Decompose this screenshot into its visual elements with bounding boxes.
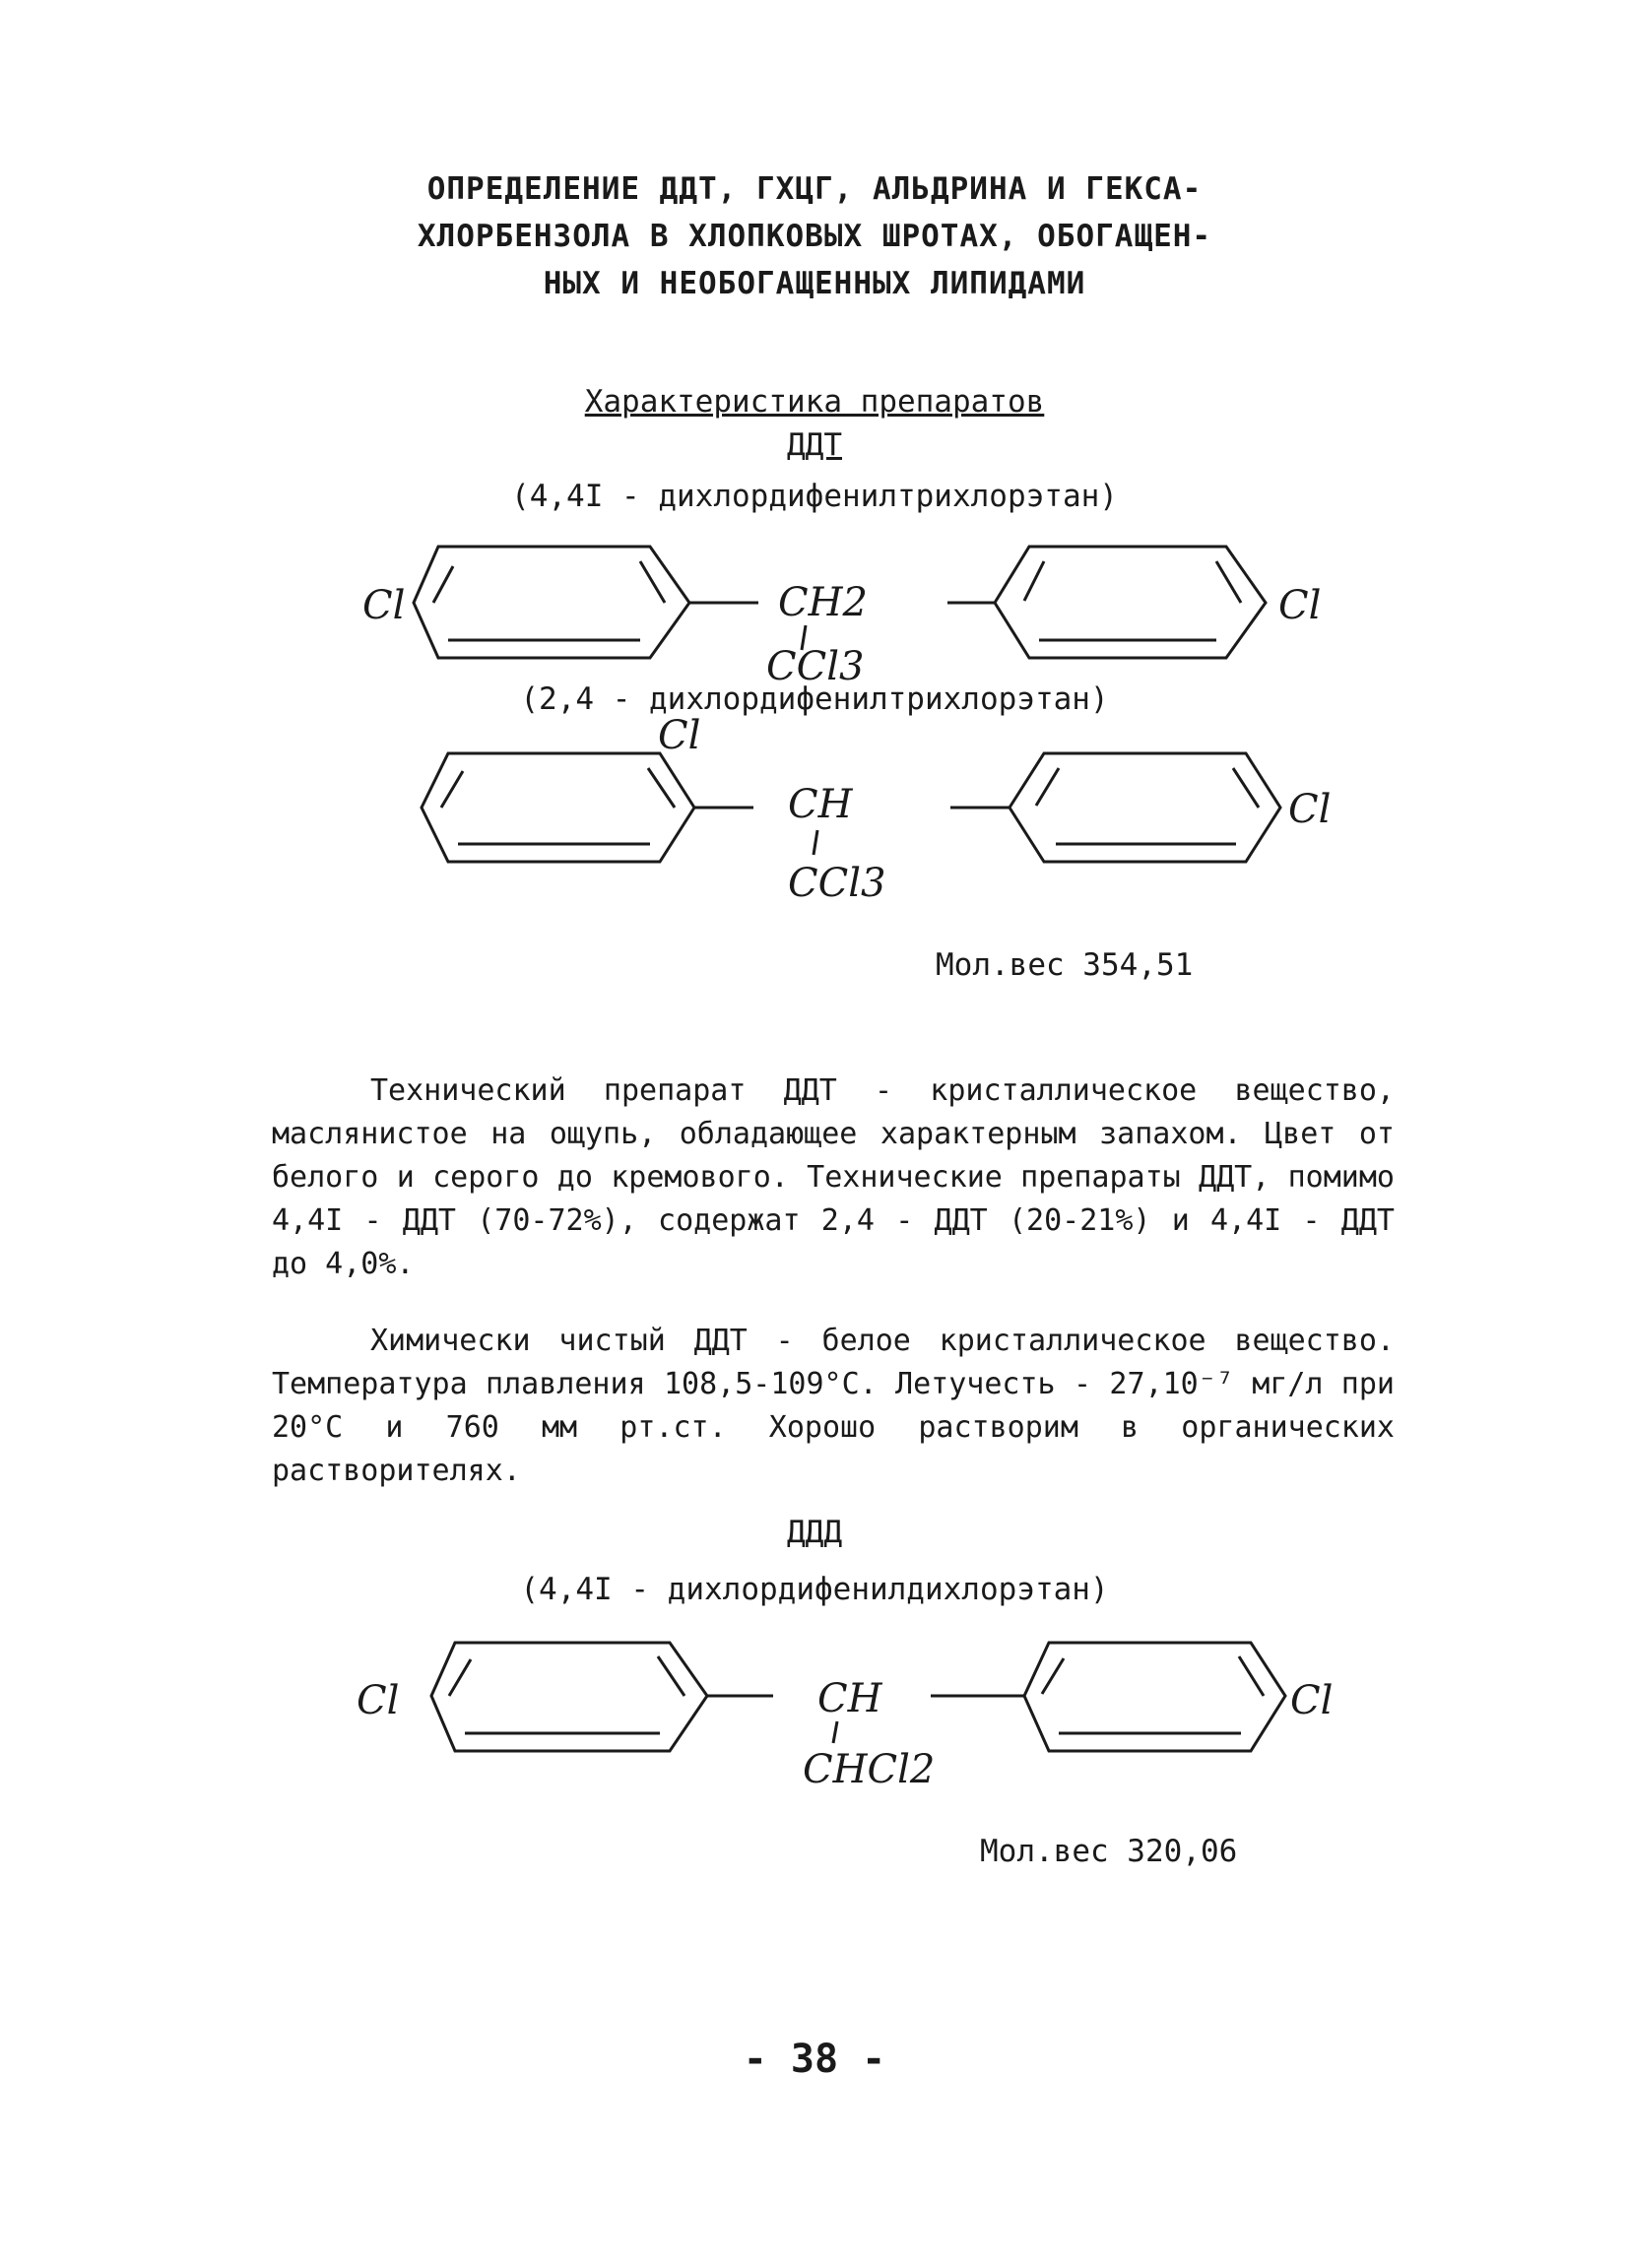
chlorine-label: Cl bbox=[658, 713, 701, 758]
ddt-isomer-2-name: (2,4 - дихлордифенилтрихлорэтан) bbox=[520, 681, 1109, 717]
chlorine-label: Cl bbox=[1278, 583, 1322, 628]
title-line-2: ХЛОРБЕНЗОЛА В ХЛОПКОВЫХ ШРОТАХ, ОБОГАЩЕН- bbox=[417, 219, 1212, 254]
chlorine-label: Cl bbox=[1288, 787, 1332, 832]
center-group-label: CH bbox=[788, 782, 853, 827]
paragraph-technical: Технический препарат ДДТ - кристаллическое вещество, маслянистое на ощупь, обладающее характерным запахом. Цвет от белого и серого до кремового. Технические препараты ДДТ, помимо 4,4I - ДДТ (70-72%), содержат 2,4 - ДДТ (20-21%) и 4,4I - ДДТ до 4,0%. bbox=[272, 1073, 1395, 1281]
ddd-mol-weight: Мол.вес 320,06 bbox=[980, 1834, 1238, 1869]
title-line-1: ОПРЕДЕЛЕНИЕ ДДТ, ГХЦГ, АЛЬДРИНА И ГЕКСА- bbox=[426, 171, 1203, 207]
chlorine-label: Cl bbox=[362, 583, 406, 628]
center-group-label: CH2 bbox=[778, 580, 868, 625]
substituent-label: CCl3 bbox=[788, 861, 886, 906]
ddt-isomer-1-name: (4,4I - дихлордифенилтрихлорэтан) bbox=[511, 479, 1118, 514]
substituent-label: CCl3 bbox=[766, 644, 865, 689]
paragraph-pure: Химически чистый ДДТ - белое кристаллическое вещество. Температура плавления 108,5-109°С. Летучесть - 27,10⁻⁷ мг/л при 20°С и 760 мм рт.ст. Хорошо растворим в органических растворителях. bbox=[272, 1324, 1395, 1488]
center-group-label: CH bbox=[817, 1676, 882, 1721]
substituent-label: CHCl2 bbox=[803, 1747, 936, 1792]
page-number: - 38 - bbox=[743, 2037, 886, 2082]
chlorine-label: Cl bbox=[357, 1678, 400, 1723]
ddd-isomer-name: (4,4I - дихлордифенилдихлорэтан) bbox=[520, 1572, 1109, 1607]
title-line-3: НЫХ И НЕОБОГАЩЕННЫХ ЛИПИДАМИ bbox=[543, 266, 1086, 301]
ddd-heading: ДДД bbox=[787, 1515, 842, 1550]
chlorine-label: Cl bbox=[1290, 1678, 1334, 1723]
ddt-mol-weight: Мол.вес 354,51 bbox=[936, 947, 1194, 983]
ddt-heading: ДДТ bbox=[787, 427, 842, 463]
section-heading: Характеристика препаратов bbox=[584, 384, 1045, 420]
